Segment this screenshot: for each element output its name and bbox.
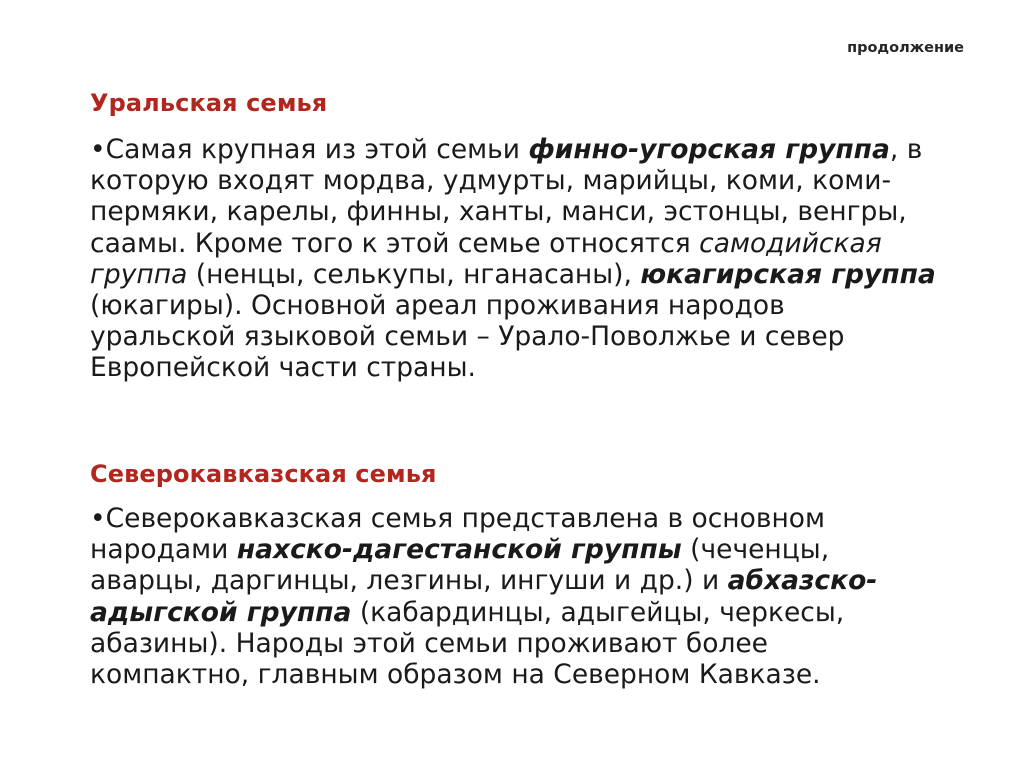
text-line	[90, 534, 990, 565]
emphasized-term: адыгской группа	[90, 596, 352, 628]
text-line	[90, 134, 990, 165]
text-line	[90, 321, 990, 352]
text-run: уральской языковой семьи – Урало-Поволжье и север	[90, 321, 845, 353]
text-line	[90, 196, 990, 227]
text-line	[90, 259, 990, 290]
text-line	[90, 597, 990, 628]
text-run: (чеченцы,	[681, 534, 830, 566]
text-run: компактно, главным образом на Северном Кавказе.	[90, 659, 821, 691]
text-line	[90, 165, 990, 196]
text-run: саамы. Кроме того к этой семье относятся	[90, 227, 700, 259]
text-line	[90, 290, 990, 321]
emphasized-term: финно-угорская группа	[528, 134, 890, 165]
text-run: абазины). Народы этой семьи проживают более	[90, 627, 768, 659]
text-line	[90, 628, 990, 659]
text-line	[90, 503, 990, 534]
emphasized-term: абхазско-	[727, 565, 878, 597]
text-run: •Самая крупная из этой семьи	[90, 134, 529, 165]
text-run: (ненцы, селькупы, нганасаны),	[187, 258, 641, 290]
text-run: пермяки, карелы, финны, ханты, манси, эстонцы, венгры,	[90, 196, 907, 228]
text-run: (кабардинцы, адыгейцы, черкесы,	[351, 596, 845, 628]
text-run: •Северокавказская семья представлена в основном	[90, 503, 825, 534]
text-run: аварцы, даргинцы, лезгины, ингуши и др.) и	[90, 565, 728, 597]
emphasized-term: юкагирская группа	[640, 258, 936, 290]
emphasized-term: группа	[90, 258, 188, 290]
text-run: Европейской части страны.	[90, 352, 476, 384]
section-title-uralic: Уральская семья	[90, 89, 328, 117]
text-run: народами	[90, 534, 237, 566]
section-title-north-caucasian: Северокавказская семья	[90, 460, 437, 488]
text-run: , в	[889, 134, 923, 165]
emphasized-term: нахско-дагестанской группы	[236, 534, 682, 566]
text-line	[90, 659, 990, 690]
text-line	[90, 565, 990, 596]
text-run: (юкагиры). Основной ареал проживания народов	[90, 290, 785, 322]
emphasized-term: самодийская	[699, 227, 882, 259]
text-line	[90, 228, 990, 259]
continuation-tag: продолжение	[847, 40, 964, 56]
text-line	[90, 352, 990, 383]
text-run: которую входят мордва, удмурты, марийцы, коми, коми-	[90, 165, 892, 197]
paragraph-north-caucasian	[90, 503, 990, 690]
paragraph-uralic	[90, 134, 990, 384]
